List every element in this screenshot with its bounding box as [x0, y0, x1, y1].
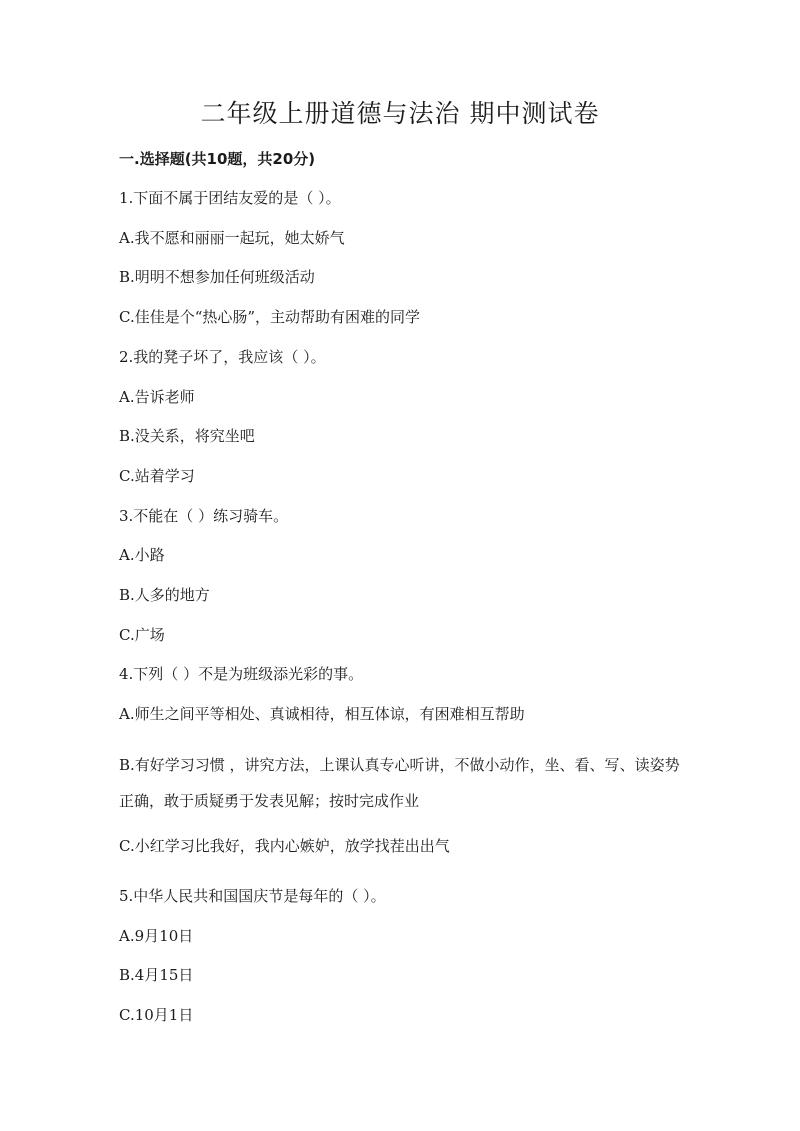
question-2-option-c: C.站着学习: [119, 467, 195, 485]
question-5-option-b: B.4月15日: [119, 966, 194, 984]
question-1-stem: 1.下面不属于团结友爱的是（ ）。: [119, 189, 341, 207]
section-heading: 一.选择题(共10题，共20分): [119, 150, 316, 168]
question-4-option-c: C.小红学习比我好，我内心嫉妒，放学找茬出出气: [119, 837, 450, 855]
question-5-option-a: A.9月10日: [119, 927, 194, 945]
question-3-option-c: C.广场: [119, 626, 165, 644]
page-title: 二年级上册道德与法治 期中测试卷: [200, 99, 600, 128]
question-2-option-b: B.没关系，将究坐吧: [119, 427, 255, 445]
question-4-option-a: A.师生之间平等相处、真诚相待，相互体谅，有困难相互帮助: [119, 705, 525, 723]
question-3-stem: 3.不能在（ ）练习骑车。: [119, 507, 289, 525]
question-1-option-c: C.佳佳是个“热心肠”，主动帮助有困难的同学: [119, 308, 421, 326]
question-2-stem: 2.我的凳子坏了，我应该（ ）。: [119, 348, 326, 366]
question-5-stem: 5.中华人民共和国国庆节是每年的（ ）。: [119, 887, 386, 905]
question-1-option-a: A.我不愿和丽丽一起玩，她太娇气: [119, 229, 345, 247]
question-2-option-a: A.告诉老师: [119, 388, 195, 406]
question-1-option-b: B.明明不想参加任何班级活动: [119, 268, 315, 286]
question-3-option-b: B.人多的地方: [119, 586, 210, 604]
question-4-stem: 4.下列（ ）不是为班级添光彩的事。: [119, 665, 364, 683]
question-4-option-b: B.有好学习习惯 ，讲究方法，上课认真专心听讲，不做小动作，坐、看、写、读姿势正确，敢于质疑勇于发表见解；按时完成作业: [119, 756, 680, 810]
question-5-option-c: C.10月1日: [119, 1006, 194, 1024]
question-3-option-a: A.小路: [119, 546, 165, 564]
